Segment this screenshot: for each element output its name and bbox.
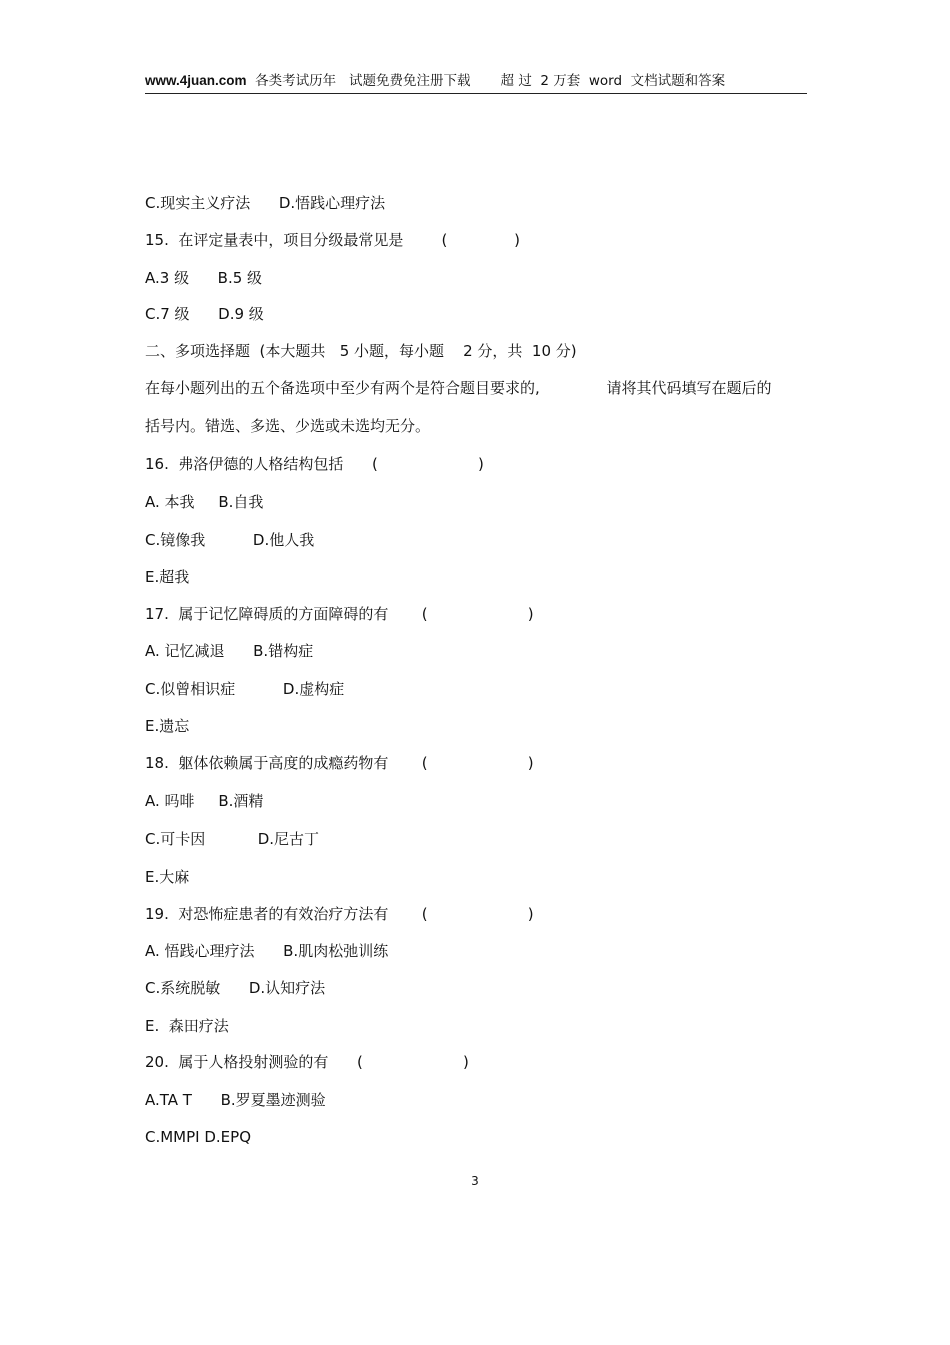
option-line: C.7 级 D.9 级 xyxy=(145,305,264,323)
option-line: A.3 级 B.5 级 xyxy=(145,269,263,287)
option-line: A. 本我 B.自我 xyxy=(145,493,264,511)
instructions-line-1: 在每小题列出的五个备选项中至少有两个是符合题目要求的, 请将其代码填写在题后的 xyxy=(145,379,772,397)
option-line: A. 记忆减退 B.错构症 xyxy=(145,642,314,660)
option-line: C.镜像我 D.他人我 xyxy=(145,531,315,549)
section-title: 二、多项选择题 (本大题共 5 小题，每小题 2 分，共 10 分) xyxy=(145,342,577,360)
option-line: C.可卡因 D.尼古丁 xyxy=(145,830,320,848)
question-18: 18. 躯体依赖属于高度的成瘾药物有 ( ) xyxy=(145,754,534,772)
option-line: E.大麻 xyxy=(145,868,190,886)
option-line: A.TA T B.罗夏墨迹测验 xyxy=(145,1091,326,1109)
header-rule xyxy=(145,93,807,94)
option-line: C.现实主义疗法 D.悟践心理疗法 xyxy=(145,194,386,212)
option-line: E. 森田疗法 xyxy=(145,1017,229,1035)
option-line: E.超我 xyxy=(145,568,190,586)
option-line: E.遗忘 xyxy=(145,717,190,735)
page-number: 3 xyxy=(471,1174,479,1188)
header-site: www.4juan.com xyxy=(145,73,247,88)
option-line: C.MMPI D.EPQ xyxy=(145,1128,252,1146)
option-line: C.似曾相识症 D.虚构症 xyxy=(145,680,345,698)
option-line: C.系统脱敏 D.认知疗法 xyxy=(145,979,326,997)
page-header xyxy=(145,70,807,92)
question-17: 17. 属于记忆障碍质的方面障碍的有 ( ) xyxy=(145,605,534,623)
question-20: 20. 属于人格投射测验的有 ( ) xyxy=(145,1053,469,1071)
question-15: 15. 在评定量表中，项目分级最常见是 ( ) xyxy=(145,231,520,249)
question-19: 19. 对恐怖症患者的有效治疗方法有 ( ) xyxy=(145,905,534,923)
option-line: A. 悟践心理疗法 B.肌肉松弛训练 xyxy=(145,942,389,960)
option-line: A. 吗啡 B.酒精 xyxy=(145,792,264,810)
question-16: 16. 弗洛伊德的人格结构包括 ( ) xyxy=(145,455,484,473)
instructions-line-2: 括号内。错选、多选、少选或未选均无分。 xyxy=(145,417,431,435)
header-slogan: 各类考试历年 试题免费免注册下载 超 过 2 万套 word 文档试题和答案 xyxy=(246,73,726,89)
